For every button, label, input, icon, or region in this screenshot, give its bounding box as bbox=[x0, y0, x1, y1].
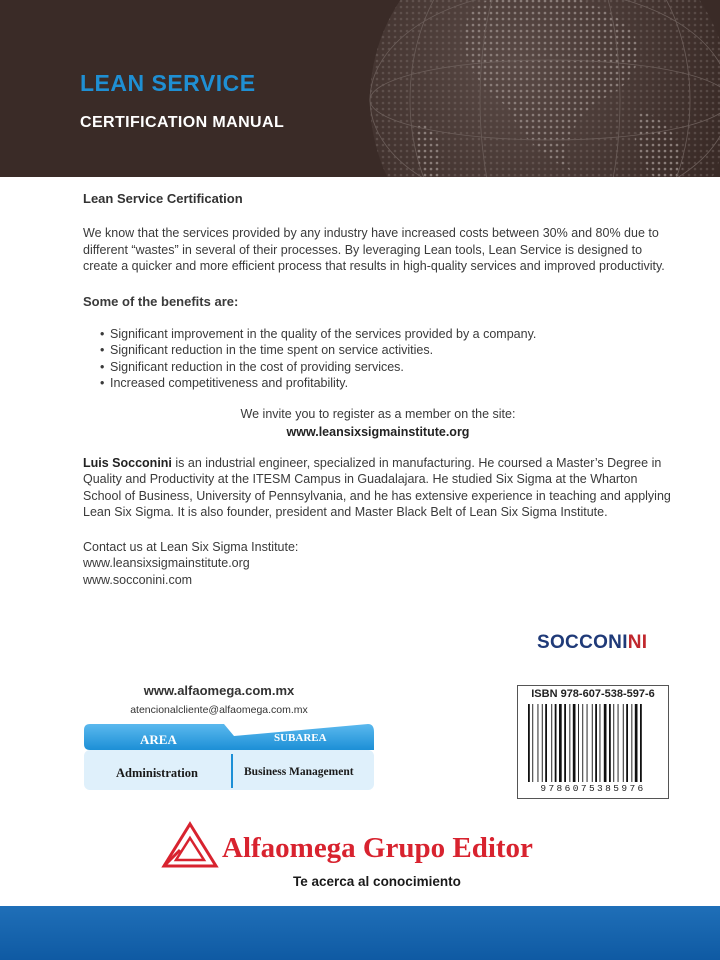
publisher-name: Alfaomega Grupo Editor bbox=[222, 832, 533, 864]
publisher-tagline: Te acerca al conocimiento bbox=[293, 874, 461, 889]
back-cover-text bbox=[83, 190, 673, 588]
barcode-digits: 9786075385976 bbox=[540, 783, 646, 794]
contact-link-institute[interactable]: www.leansixsigmainstitute.org bbox=[83, 556, 250, 571]
isbn-barcode bbox=[517, 685, 669, 799]
footer-band bbox=[0, 906, 720, 960]
subarea-value: Business Management bbox=[244, 766, 354, 778]
list-item: • Increased competitiveness and profitability. bbox=[100, 376, 349, 391]
cover-header bbox=[0, 0, 720, 177]
benefits-list bbox=[83, 326, 673, 392]
publisher-url[interactable]: www.alfaomega.com.mx bbox=[143, 683, 295, 698]
certification-heading: Lean Service Certification bbox=[83, 191, 243, 206]
area-label: AREA bbox=[140, 732, 177, 747]
publisher-logo bbox=[160, 818, 620, 898]
list-item: • Significant reduction in the cost of providing services. bbox=[100, 359, 404, 374]
benefits-heading: Some of the benefits are: bbox=[83, 293, 239, 309]
contact-heading: Contact us at Lean Six Sigma Institute: bbox=[83, 539, 299, 554]
isbn-label: ISBN 978-607-538-597-6 bbox=[531, 688, 655, 700]
area-value: Administration bbox=[116, 766, 198, 780]
intro-paragraph: We know that the services provided by any industry have increased costs between 30% and 80% due to different “wastes” in several of their processes. By leveraging Lean tools, Lean Service is designed to create a quicker and more efficient process that results in high-quality services and improved productivity. bbox=[83, 226, 665, 274]
contact-link-socconini[interactable]: www.socconini.com bbox=[83, 572, 193, 587]
globe-icon bbox=[320, 0, 720, 177]
alfaomega-triangle-icon bbox=[160, 820, 220, 870]
author-bio: Luis Socconini is an industrial engineer, specialized in manufacturing. He coursed a Master’s Degree in Quality and Productivity at the ITESM Campus in Guadalajara. He studied Six Sigma at the Wharton School of Business, University of Pennsylvania, and he has extensive experience in teaching and applying Lean Six Sigma. It is also founder, president and Master Black Belt of Lean Six Sigma Institute. bbox=[83, 455, 671, 520]
series-title: LEAN SERVICE bbox=[80, 70, 256, 96]
area-ribbon-icon bbox=[84, 720, 374, 792]
barcode-icon bbox=[518, 686, 668, 796]
invite-text: We invite you to register as a member on the site: bbox=[240, 406, 516, 421]
series-subtitle: CERTIFICATION MANUAL bbox=[80, 114, 285, 131]
subject-area-box bbox=[84, 720, 374, 792]
socconini-logo: SOCCONINI bbox=[537, 632, 648, 653]
author-name: Luis Socconini bbox=[83, 455, 172, 470]
subarea-label: SUBAREA bbox=[274, 732, 327, 744]
list-item: • Significant improvement in the quality of the services provided by a company. bbox=[100, 326, 537, 341]
invite-link[interactable]: www.leansixsigmainstitute.org bbox=[286, 425, 470, 440]
list-item: • Significant reduction in the time spent on service activities. bbox=[100, 343, 434, 358]
publisher-email[interactable]: atencionalcliente@alfaomega.com.mx bbox=[130, 704, 308, 716]
